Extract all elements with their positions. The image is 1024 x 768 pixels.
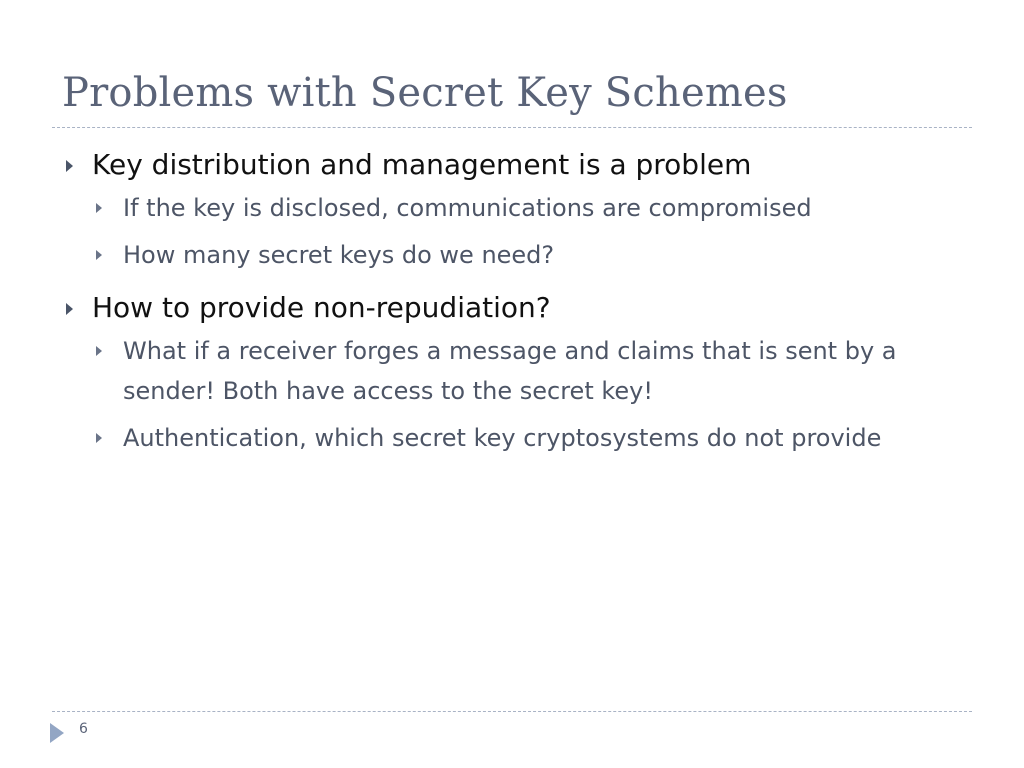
bullet-item <box>60 289 980 327</box>
bullet-text: How to provide non-repudiation? <box>92 291 551 324</box>
sub-bullet-item <box>60 331 980 411</box>
sub-bullet-text: If the key is disclosed, communications are compromised <box>123 194 812 222</box>
sub-bullet-text: Authentication, which secret key cryptosystems do not provide <box>123 424 882 452</box>
bullet-arrow-icon <box>66 303 73 315</box>
sub-bullet-item <box>60 235 980 275</box>
footer-divider <box>52 711 972 712</box>
bullet-arrow-icon <box>66 160 73 172</box>
sub-bullet-item <box>60 418 980 458</box>
slide-content <box>60 146 980 472</box>
footer-triangle-icon <box>50 723 64 743</box>
bullet-text: Key distribution and management is a problem <box>92 148 752 181</box>
sub-bullet-item <box>60 188 980 228</box>
slide-title: Problems with Secret Key Schemes <box>62 70 788 116</box>
sub-bullet-arrow-icon <box>96 203 102 213</box>
sub-bullet-list <box>60 188 980 275</box>
sub-bullet-arrow-icon <box>96 346 102 356</box>
bullet-item <box>60 146 980 184</box>
sub-bullet-text: How many secret keys do we need? <box>123 241 555 269</box>
page-number: 6 <box>79 721 88 737</box>
title-divider <box>52 127 972 128</box>
sub-bullet-list <box>60 331 980 458</box>
sub-bullet-arrow-icon <box>96 250 102 260</box>
sub-bullet-text: What if a receiver forges a message and claims that is sent by a sender! Both have access to the secret key! <box>123 337 897 405</box>
sub-bullet-arrow-icon <box>96 433 102 443</box>
